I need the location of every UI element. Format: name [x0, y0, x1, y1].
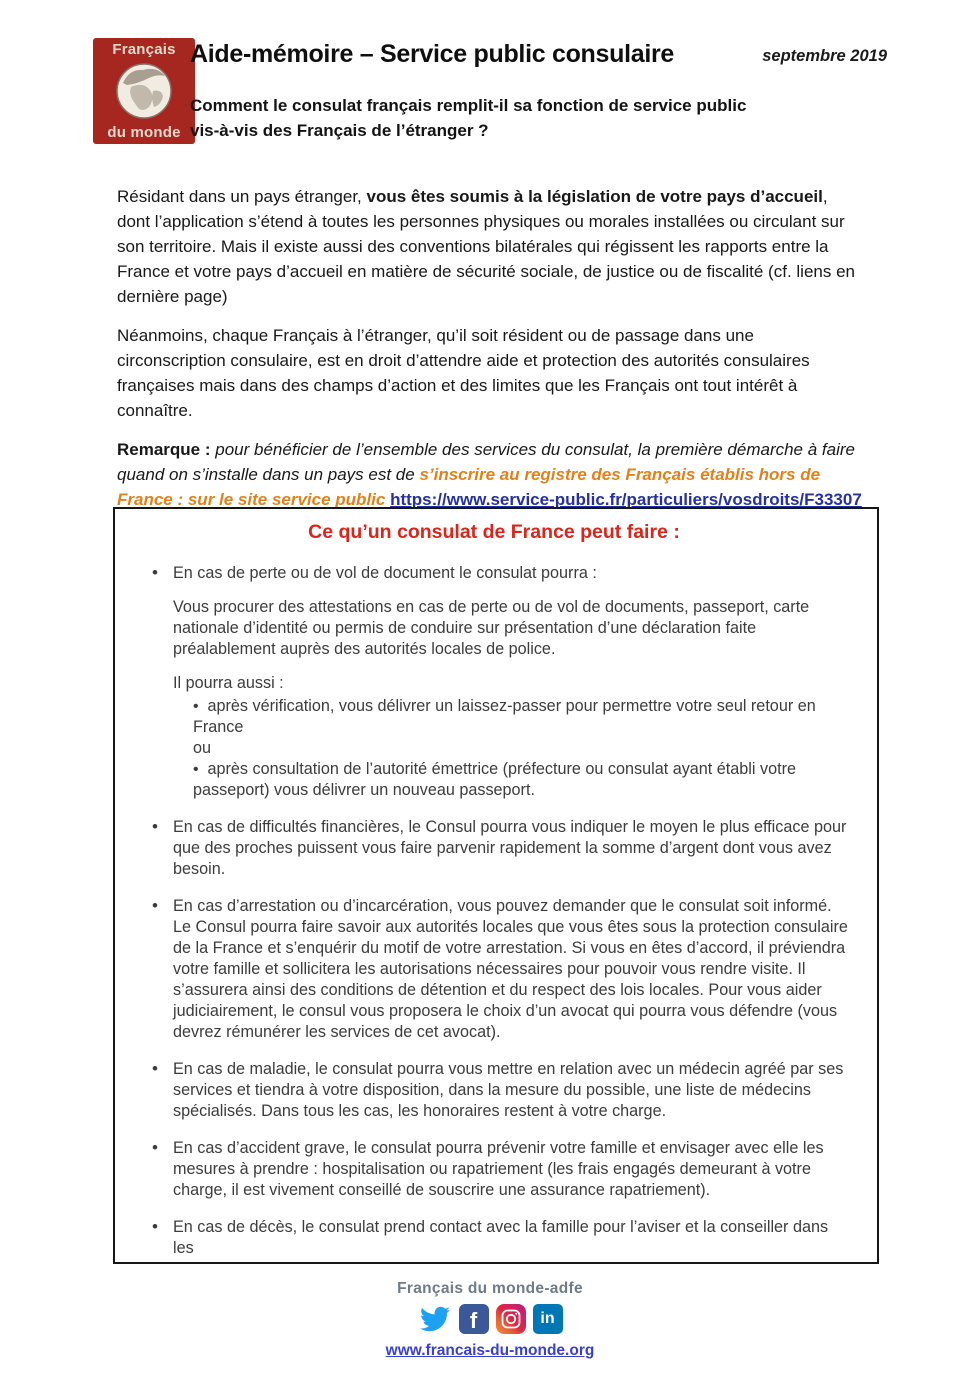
sub-list-item: • après vérification, vous délivrer un laissez-passer pour permettre votre seul retour en France	[193, 696, 853, 738]
paragraph-text: , dont l’application s’étend à toutes les personnes physiques ou morales installées ou circulant sur son territoire. Mais il existe aussi des conventions bilatérales qui régissent les rapports entre la France et votre pays d’accueil en matière de sécurité sociale, de justice ou de fiscalité (cf. liens en dernière page)	[117, 187, 855, 306]
subtitle-line-1: Comment le consulat français remplit-il sa fonction de service public	[190, 96, 747, 115]
logo-text-top: Français	[112, 41, 176, 58]
header	[190, 40, 887, 143]
remarque-label: Remarque :	[117, 440, 211, 459]
sub-list-item: • après consultation de l’autorité émettrice (préfecture ou consulat ayant établi votre passeport) vous délivrer un nouveau passeport.	[193, 759, 853, 801]
remarque-highlight-text: s’inscrire au registre des Français établis hors de France : sur le site service public	[117, 465, 821, 509]
remarque-italic-text: pour bénéficier de l’ensemble des services du consulat, la première démarche à faire quand on s’installe dans un pays est de	[117, 440, 855, 484]
list-item-finances: • En cas de difficultés financières, le Consul pourra vous indiquer le moyen le plus efficace pour que des proches puissent vous faire parvenir rapidement la somme d’argent dont vous avez besoin.	[135, 817, 853, 880]
paragraph-protection: Néanmoins, chaque Français à l’étranger, qu’il soit résident ou de passage dans une circonscription consulaire, est en droit d’attendre aide et protection des autorités consulaires françaises mais dans des champs d’action et des limites que les Français ont tout intérêt à connaître.	[117, 326, 810, 420]
francais-du-monde-logo	[93, 38, 195, 144]
social-icons-row	[0, 1303, 980, 1335]
paragraph-legislation	[117, 184, 865, 309]
box-title: Ce qu’un consulat de France peut faire :	[308, 521, 680, 543]
consulat-capabilities-box	[113, 507, 879, 1264]
list-item-deces: • En cas de décès, le consulat prend contact avec la famille pour l’aviser et la conseiller dans les	[135, 1217, 853, 1259]
list-item-maladie: • En cas de maladie, le consulat pourra vous mettre en relation avec un médecin agréé par ses services et tiendra à votre disposition, dans la mesure du possible, une liste de médecins spécialisés. Dans tous les cas, les honoraires restent à votre charge.	[135, 1059, 853, 1122]
linkedin-glyph: in	[540, 1310, 555, 1327]
footer	[0, 1280, 980, 1360]
sub-list-lead: Il pourra aussi :	[173, 674, 284, 692]
document-subtitle	[190, 93, 887, 143]
paragraph-bold-text: vous êtes soumis à la législation de votre pays d’accueil	[366, 187, 823, 206]
logo-text-bottom: du monde	[107, 124, 181, 141]
facebook-icon[interactable]	[459, 1304, 489, 1334]
instagram-icon[interactable]	[496, 1304, 526, 1334]
sub-list	[193, 696, 853, 801]
service-public-link[interactable]: https://www.service-public.fr/particuliers/vosdroits/F33307	[390, 490, 862, 509]
list-item-documents	[135, 563, 853, 801]
facebook-glyph: f	[469, 1307, 478, 1333]
document-date: septembre 2019	[762, 47, 887, 65]
paragraph-text: Résidant dans un pays étranger,	[117, 187, 367, 206]
linkedin-icon[interactable]	[533, 1304, 563, 1334]
bullet-paragraph: Vous procurer des attestations en cas de perte ou de vol de documents, passeport, carte nationale d’identité ou permis de conduire sur présentation d’une déclaration faite préalablement auprès des autorités locales de police.	[173, 598, 810, 658]
globe-icon	[113, 65, 175, 117]
intro-section	[117, 184, 865, 512]
subtitle-line-2: vis-à-vis des Français de l’étranger ?	[190, 121, 489, 140]
footer-brand-text: Français du monde-adfe	[397, 1280, 583, 1297]
list-item-arrestation: • En cas d’arrestation ou d’incarcération, vous pouvez demander que le consulat soit informé. Le Consul pourra faire savoir aux autorités locales que vous êtes sous la protection consulaire de la France et s’enquérir du motif de votre arrestation. Si vous en êtes d’accord, il préviendra votre famille et sollicitera les autorisations nécessaires pour pouvoir vous rendre visite. Il s’assurera ainsi des conditions de détention et du respect des lois locales. Pour vous aider judiciairement, le consul vous proposera le choix d’un avocat qui pourra vous défendre (vous devrez rémunérer les services de cet avocat).	[135, 896, 853, 1043]
footer-website-link[interactable]: www.francais-du-monde.org	[385, 1342, 595, 1359]
sub-list-or: ou	[193, 739, 212, 757]
list-item-accident: • En cas d’accident grave, le consulat pourra prévenir votre famille et envisager avec elle les mesures à prendre : hospitalisation ou rapatriement (les frais engagés demeurant à votre charge, il est vivement conseillé de souscrire une assurance rapatriement).	[135, 1138, 853, 1201]
bullet-lead: • En cas de perte ou de vol de document le consulat pourra :	[173, 564, 597, 582]
paragraph-remarque	[117, 437, 865, 512]
page-title: Aide-mémoire – Service public consulaire	[190, 40, 675, 68]
twitter-icon[interactable]	[418, 1304, 452, 1334]
capabilities-list	[135, 563, 853, 1259]
